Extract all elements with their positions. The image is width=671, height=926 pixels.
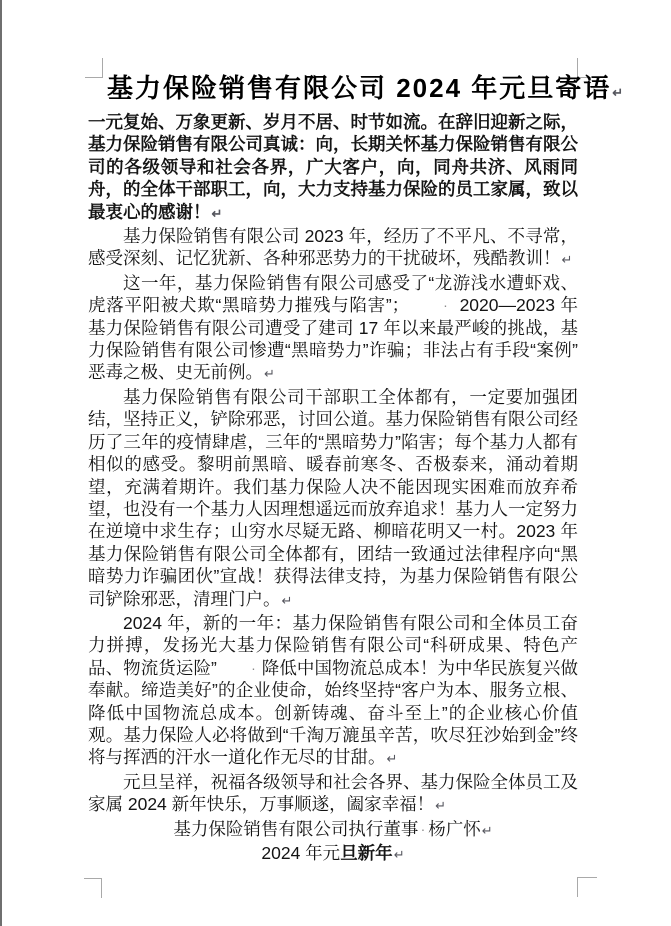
text-run: 2024 年，新的一年：基力保险销售有限公司和全体员工奋力拼搏，发扬光大基力保险销售有限公司“科研成果、特色产品、物流货运险” xyxy=(88,612,578,678)
paragraph-mark-icon: ↵ xyxy=(481,822,493,838)
paragraph-4 xyxy=(88,386,578,612)
paragraph-mark-icon: ↵ xyxy=(561,252,573,268)
paragraph-5 xyxy=(88,612,578,771)
document-body[interactable] xyxy=(88,72,624,866)
paragraph-mark-icon: ↵ xyxy=(435,798,447,814)
text-run: 2020—2023 年基力保险销售有限公司遭受了建司 17 年以来最严峻的挑战，基力保险销售有限公司惨遭“黑暗势力”诈骗；非法占有手段“案例” 恶毒之极、史无前例。 xyxy=(88,295,578,383)
paragraph-2 xyxy=(88,225,578,272)
space-formatting-mark: · xyxy=(250,659,256,676)
text-run: 降低中国物流总成本！为中华民族复兴做奉献。缔造美好”的企业使命，始终坚持“客户为本、服务立根、降低中国物流总成本。创新铸魂、奋斗至上”的企业核心价值观。基力保险人必将做到“千淘万漉虽辛苦，吹尽狂沙始到金”终将与挥洒的汗水一道化作无尽的甘甜。 xyxy=(88,657,578,768)
text-run: 2024 年元 xyxy=(261,843,341,863)
paragraph-1 xyxy=(88,111,578,225)
text-run: 基力保险销售有限公司干部职工全体都有，一定要加强团结，坚持正义，铲除邪恶，讨回公道。基力保险销售有限公司经历了三年的疫情肆虐，三年的“黑暗势力”陷害；每个基力人都有相似的感受。黎明前黑暗、暖春前寒冬、否极泰来，涌动着期望，充满着期许。我们基力保险人决不能因现实困难而放弃希望，也没有一个基力人因理想遥远而放弃追求！基力人一定努力在逆境中求生存；山穷水尽疑无路、柳暗花明又一村。2023 年基力保险销售有限公司全体都有，团结一致通过法律程序向“黑暗势力诈骗团伙”宣战！获得法律支持，为基力保险销售有限公司铲除邪恶，清理门户。 xyxy=(88,386,578,609)
text-run: 杨广怀 xyxy=(428,818,481,839)
paragraph-mark-icon: ↵ xyxy=(281,592,293,608)
text-run: 元旦呈祥，祝福各级领导和社会各界、基力保险全体员工及家属 2024 新年快乐，万事顺遂，阖家幸福！ xyxy=(88,771,578,815)
text-run: 一元复始、万象更新、岁月不居、时节如流。在辞旧迎新之际，基力保险销售有限公司真诚：向，长期关怀基力保险销售有限公司的各级领导和社会各界，广大客户，向，同舟共济、风雨同舟，的全体干部职工，向，大力支持基力保险的员工家属，致以最衷心的感谢！ xyxy=(88,112,578,222)
space-formatting-mark: · xyxy=(420,820,426,837)
paragraph-mark-icon: ↵ xyxy=(211,205,223,221)
paragraph-mark-icon: ↵ xyxy=(393,847,405,862)
paragraph-7 xyxy=(88,818,578,842)
paragraph-mark-icon: ↵ xyxy=(612,85,624,100)
space-formatting-mark: · xyxy=(443,297,448,314)
paragraph-6 xyxy=(88,771,578,818)
text-run: 基力保险销售有限公司 2024 年元旦寄语 xyxy=(107,73,612,103)
text-run: 旦新年 xyxy=(340,843,393,863)
document-title xyxy=(88,72,624,109)
crop-mark-bottom-right xyxy=(577,877,597,897)
text-run: 基力保险销售有限公司执行董事 xyxy=(173,818,419,839)
paragraph-mark-icon: ↵ xyxy=(386,751,398,767)
page-left-border xyxy=(0,0,2,926)
text-run: 这一年，基力保险销售有限公司感受了“龙游浅水遭虾戏、虎落平阳被犬欺“黑暗势力摧残与陷害”； xyxy=(88,272,578,316)
paragraph-3 xyxy=(88,272,578,386)
paragraph-8 xyxy=(88,842,578,866)
text-run: 基力保险销售有限公司 2023 年，经历了不平凡、不寻常，感受深刻、记忆犹新、各种邪恶势力的干扰破坏，残酷教训！ xyxy=(88,226,578,269)
crop-mark-bottom-left xyxy=(84,878,102,898)
paragraph-mark-icon: ↵ xyxy=(264,366,275,382)
